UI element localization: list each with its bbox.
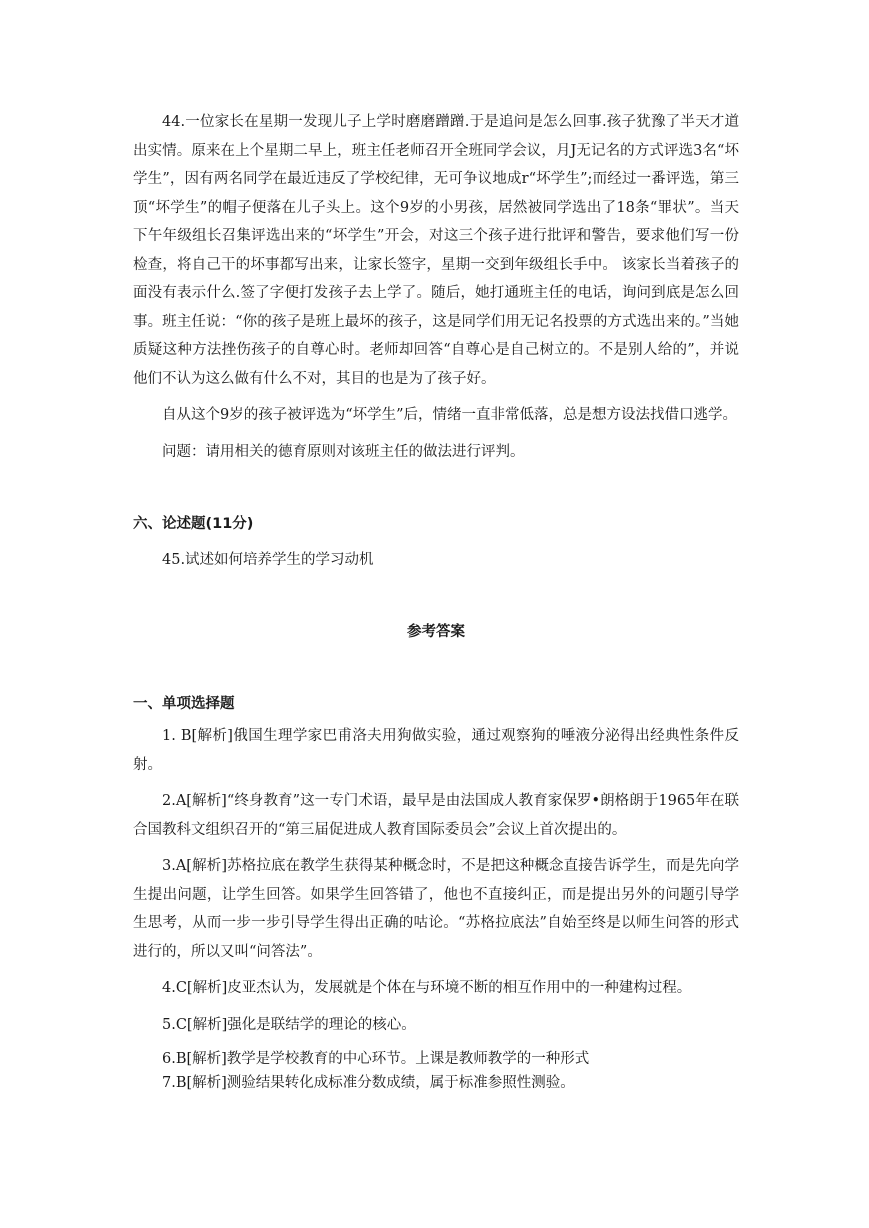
case-study-followup: 自从这个9岁的孩子被评选为“坏学生”后，情绪一直非常低落，总是想方设法找借口逃学。 bbox=[162, 407, 738, 423]
answer-item: 2.A[解析]“终身教育”这一专门术语，最早是由法国成人教育家保罗•朗格朗于1965年在联合国教科文组织召开的“第三届促进成人教育国际委员会”会议上首次提出的。 bbox=[133, 793, 739, 838]
answer-item: 3.A[解析]苏格拉底在教学生获得某种概念时，不是把这种概念直接告诉学生，而是先向学生提出问题，让学生回答。如果学生回答错了，他也不直接纠正，而是提出另外的问题引导学生思考，从而一步一步引导学生得出正确的咕论。“苏格拉底法”自始至终是以师生问答的形式进行的，所以又叫“问答法”。 bbox=[133, 858, 739, 960]
section-heading-single-choice: 一、单项选择题 bbox=[133, 695, 235, 712]
answer-item: 5.C[解析]强化是联结学的理论的核心。 bbox=[162, 1016, 416, 1033]
case-study-question: 问题：请用相关的德育原则对该班主任的做法进行评判。 bbox=[162, 443, 525, 460]
answer-item: 4.C[解析]皮亚杰认为，发展就是个体在与环境不断的相互作用中的一种建构过程。 bbox=[162, 980, 692, 996]
answers-title: 参考答案 bbox=[407, 624, 465, 640]
page-content bbox=[133, 108, 739, 1095]
answer-item: 6.B[解析]教学是学校教育的中心环节。上课是教师教学的一种形式 bbox=[162, 1051, 590, 1067]
answer-item: 7.B[解析]测验结果转化成标准分数成绩，属于标准参照性测验。 bbox=[162, 1075, 575, 1091]
case-study-paragraph: 44.一位家长在星期一发现儿子上学时磨磨蹭蹭.于是追问是怎么回事.孩子犹豫了半天才道出实情。原来在上个星期二早上，班主任老师召开全班同学会议，月J无记名的方式评选3名“坏学生”，因有两名同学在最近违反了学校纪律，无可争议地成r“坏学生”;而经过一番评选，第三顶“坏学生”的帽子便落在儿子头上。这个9岁的小男孩，居然被同学选出了18条“罪状”。当天下午年级组长召集评选出来的“坏学生”开会，对这三个孩子进行批评和警告，要求他们写一份检查，将自己干的坏事都写出来，让家长签字，星期一交到年级组长手中。 该家长当着孩子的面没有表示什么.签了字便打发孩子去上学了。随后，她打通班主任的电话，询问到底是怎么回事。班主任说：“你的孩子是班上最坏的孩子，这是同学们用无记名投票的方式选出来的。”当她质疑这种方法挫伤孩子的自尊心时。老师却回答“自尊心是自己树立的。不是别人给的”，并说他们不认为这么做有什么不对，其目的也是为了孩子好。 bbox=[133, 114, 739, 387]
section-heading-essay: 六、论述题(11分) bbox=[133, 516, 254, 532]
answer-item: 1. B[解析]俄国生理学家巴甫洛夫用狗做实验，通过观察狗的唾液分泌得出经典性条件反射。 bbox=[133, 728, 739, 773]
essay-question: 45.试述如何培养学生的学习动机 bbox=[162, 551, 374, 568]
